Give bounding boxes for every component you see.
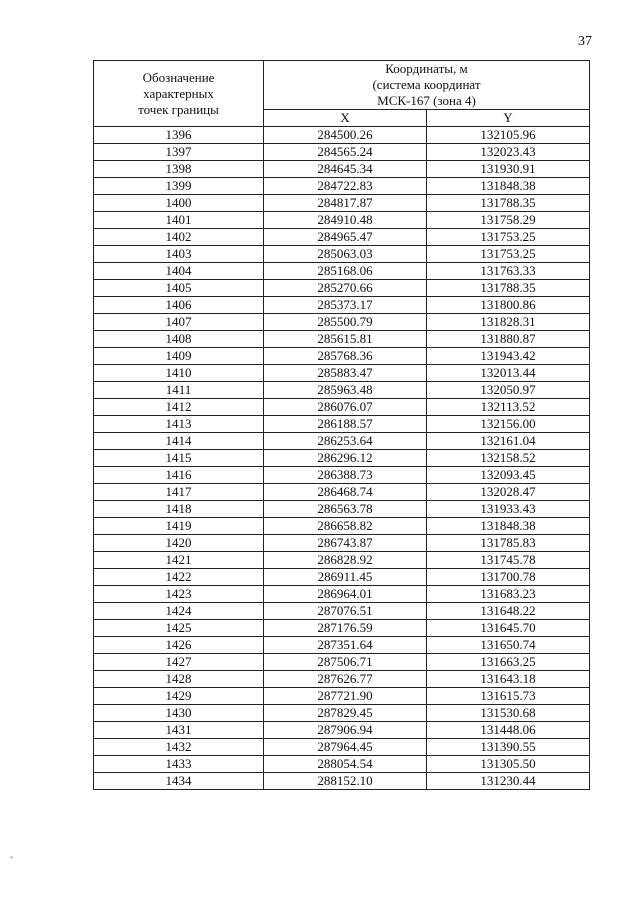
point-id-cell: 1426 <box>94 637 264 654</box>
table-row <box>94 399 590 416</box>
table-row <box>94 382 590 399</box>
header-y: Y <box>427 110 590 127</box>
x-coordinate-cell: 286296.12 <box>264 450 427 467</box>
y-coordinate-cell: 132113.52 <box>427 399 590 416</box>
y-coordinate-cell: 131305.50 <box>427 756 590 773</box>
point-id-cell: 1404 <box>94 263 264 280</box>
y-coordinate-cell: 131933.43 <box>427 501 590 518</box>
y-coordinate-cell: 131648.22 <box>427 603 590 620</box>
x-coordinate-cell: 286964.01 <box>264 586 427 603</box>
point-id-cell: 1432 <box>94 739 264 756</box>
table-row <box>94 535 590 552</box>
y-coordinate-cell: 132013.44 <box>427 365 590 382</box>
table-row <box>94 127 590 144</box>
y-coordinate-cell: 131700.78 <box>427 569 590 586</box>
table-row <box>94 280 590 297</box>
point-id-cell: 1411 <box>94 382 264 399</box>
table-row <box>94 705 590 722</box>
table-row <box>94 144 590 161</box>
point-id-cell: 1410 <box>94 365 264 382</box>
y-coordinate-cell: 131930.91 <box>427 161 590 178</box>
point-id-cell: 1425 <box>94 620 264 637</box>
y-coordinate-cell: 131683.23 <box>427 586 590 603</box>
table-row <box>94 161 590 178</box>
y-coordinate-cell: 132105.96 <box>427 127 590 144</box>
table-row <box>94 484 590 501</box>
x-coordinate-cell: 288152.10 <box>264 773 427 790</box>
point-id-cell: 1433 <box>94 756 264 773</box>
x-coordinate-cell: 284817.87 <box>264 195 427 212</box>
y-coordinate-cell: 131785.83 <box>427 535 590 552</box>
x-coordinate-cell: 284910.48 <box>264 212 427 229</box>
table-row <box>94 365 590 382</box>
point-id-cell: 1403 <box>94 246 264 263</box>
table-row <box>94 637 590 654</box>
x-coordinate-cell: 284645.34 <box>264 161 427 178</box>
y-coordinate-cell: 132158.52 <box>427 450 590 467</box>
table-row <box>94 569 590 586</box>
x-coordinate-cell: 287351.64 <box>264 637 427 654</box>
point-id-cell: 1396 <box>94 127 264 144</box>
x-coordinate-cell: 286388.73 <box>264 467 427 484</box>
y-coordinate-cell: 131390.55 <box>427 739 590 756</box>
table-row <box>94 552 590 569</box>
x-coordinate-cell: 287721.90 <box>264 688 427 705</box>
point-id-cell: 1429 <box>94 688 264 705</box>
point-id-cell: 1412 <box>94 399 264 416</box>
point-id-cell: 1418 <box>94 501 264 518</box>
x-coordinate-cell: 286253.64 <box>264 433 427 450</box>
point-id-cell: 1397 <box>94 144 264 161</box>
y-coordinate-cell: 131530.68 <box>427 705 590 722</box>
x-coordinate-cell: 287506.71 <box>264 654 427 671</box>
y-coordinate-cell: 131788.35 <box>427 195 590 212</box>
table-row <box>94 518 590 535</box>
point-id-cell: 1431 <box>94 722 264 739</box>
header-point-designation <box>94 61 264 127</box>
y-coordinate-cell: 131763.33 <box>427 263 590 280</box>
x-coordinate-cell: 285373.17 <box>264 297 427 314</box>
x-coordinate-cell: 286076.07 <box>264 399 427 416</box>
x-coordinate-cell: 287964.45 <box>264 739 427 756</box>
coordinates-table <box>93 60 590 790</box>
point-id-cell: 1416 <box>94 467 264 484</box>
x-coordinate-cell: 287076.51 <box>264 603 427 620</box>
point-id-cell: 1420 <box>94 535 264 552</box>
table-row <box>94 501 590 518</box>
point-id-cell: 1407 <box>94 314 264 331</box>
table-row <box>94 246 590 263</box>
y-coordinate-cell: 132156.00 <box>427 416 590 433</box>
point-id-cell: 1408 <box>94 331 264 348</box>
table-row <box>94 348 590 365</box>
x-coordinate-cell: 288054.54 <box>264 756 427 773</box>
table-row <box>94 671 590 688</box>
table-row <box>94 416 590 433</box>
y-coordinate-cell: 131943.42 <box>427 348 590 365</box>
header-point-line-1: Обозначение <box>142 69 215 85</box>
x-coordinate-cell: 287829.45 <box>264 705 427 722</box>
table-row <box>94 620 590 637</box>
x-coordinate-cell: 285615.81 <box>264 331 427 348</box>
y-coordinate-cell: 131753.25 <box>427 246 590 263</box>
point-id-cell: 1434 <box>94 773 264 790</box>
point-id-cell: 1398 <box>94 161 264 178</box>
table-row <box>94 229 590 246</box>
point-id-cell: 1409 <box>94 348 264 365</box>
y-coordinate-cell: 132050.97 <box>427 382 590 399</box>
table-row <box>94 297 590 314</box>
point-id-cell: 1424 <box>94 603 264 620</box>
point-id-cell: 1415 <box>94 450 264 467</box>
point-id-cell: 1406 <box>94 297 264 314</box>
table-row <box>94 654 590 671</box>
x-coordinate-cell: 284965.47 <box>264 229 427 246</box>
header-coords-line-1: Координаты, м <box>385 61 468 76</box>
header-x: X <box>264 110 427 127</box>
x-coordinate-cell: 286468.74 <box>264 484 427 501</box>
y-coordinate-cell: 131880.87 <box>427 331 590 348</box>
table-row <box>94 212 590 229</box>
x-coordinate-cell: 286188.57 <box>264 416 427 433</box>
y-coordinate-cell: 131848.38 <box>427 518 590 535</box>
y-coordinate-cell: 132161.04 <box>427 433 590 450</box>
x-coordinate-cell: 286743.87 <box>264 535 427 552</box>
point-id-cell: 1413 <box>94 416 264 433</box>
point-id-cell: 1414 <box>94 433 264 450</box>
y-coordinate-cell: 131650.74 <box>427 637 590 654</box>
x-coordinate-cell: 285883.47 <box>264 365 427 382</box>
page-number: 37 <box>578 34 592 49</box>
x-coordinate-cell: 285500.79 <box>264 314 427 331</box>
y-coordinate-cell: 131645.70 <box>427 620 590 637</box>
table-row <box>94 739 590 756</box>
y-coordinate-cell: 131758.29 <box>427 212 590 229</box>
table-row <box>94 722 590 739</box>
y-coordinate-cell: 131753.25 <box>427 229 590 246</box>
y-coordinate-cell: 131788.35 <box>427 280 590 297</box>
header-coords-line-2: (система координат <box>372 77 481 92</box>
header-point-line-2: характерных <box>143 85 214 101</box>
table-row <box>94 756 590 773</box>
table-row <box>94 603 590 620</box>
point-id-cell: 1423 <box>94 586 264 603</box>
point-id-cell: 1400 <box>94 195 264 212</box>
point-id-cell: 1430 <box>94 705 264 722</box>
x-coordinate-cell: 285168.06 <box>264 263 427 280</box>
y-coordinate-cell: 131800.86 <box>427 297 590 314</box>
x-coordinate-cell: 284722.83 <box>264 178 427 195</box>
x-coordinate-cell: 285270.66 <box>264 280 427 297</box>
y-coordinate-cell: 131828.31 <box>427 314 590 331</box>
table-row <box>94 467 590 484</box>
point-id-cell: 1422 <box>94 569 264 586</box>
x-coordinate-cell: 287626.77 <box>264 671 427 688</box>
y-coordinate-cell: 132028.47 <box>427 484 590 501</box>
point-id-cell: 1428 <box>94 671 264 688</box>
y-coordinate-cell: 132023.43 <box>427 144 590 161</box>
table-row <box>94 331 590 348</box>
point-id-cell: 1427 <box>94 654 264 671</box>
point-id-cell: 1402 <box>94 229 264 246</box>
table-row <box>94 688 590 705</box>
point-id-cell: 1417 <box>94 484 264 501</box>
table-row <box>94 195 590 212</box>
x-coordinate-cell: 284500.26 <box>264 127 427 144</box>
table-body <box>94 127 590 790</box>
point-id-cell: 1401 <box>94 212 264 229</box>
point-id-cell: 1399 <box>94 178 264 195</box>
x-coordinate-cell: 286828.92 <box>264 552 427 569</box>
x-coordinate-cell: 285963.48 <box>264 382 427 399</box>
point-id-cell: 1419 <box>94 518 264 535</box>
table-header <box>94 61 590 127</box>
table-row <box>94 314 590 331</box>
point-id-cell: 1421 <box>94 552 264 569</box>
x-coordinate-cell: 284565.24 <box>264 144 427 161</box>
table-row <box>94 263 590 280</box>
table-row <box>94 433 590 450</box>
point-id-cell: 1405 <box>94 280 264 297</box>
y-coordinate-cell: 131745.78 <box>427 552 590 569</box>
table-row <box>94 586 590 603</box>
x-coordinate-cell: 285063.03 <box>264 246 427 263</box>
x-coordinate-cell: 286658.82 <box>264 518 427 535</box>
x-coordinate-cell: 285768.36 <box>264 348 427 365</box>
table-row <box>94 773 590 790</box>
x-coordinate-cell: 286563.78 <box>264 501 427 518</box>
y-coordinate-cell: 131448.06 <box>427 722 590 739</box>
y-coordinate-cell: 131615.73 <box>427 688 590 705</box>
header-point-line-3: точек границы <box>138 101 219 117</box>
x-coordinate-cell: 287906.94 <box>264 722 427 739</box>
y-coordinate-cell: 132093.45 <box>427 467 590 484</box>
x-coordinate-cell: 287176.59 <box>264 620 427 637</box>
header-coords-line-3: МСК-167 (зона 4) <box>377 93 476 108</box>
table-row <box>94 178 590 195</box>
table-row <box>94 450 590 467</box>
header-coordinates <box>264 61 590 110</box>
y-coordinate-cell: 131230.44 <box>427 773 590 790</box>
x-coordinate-cell: 286911.45 <box>264 569 427 586</box>
scan-speck <box>10 856 13 859</box>
y-coordinate-cell: 131643.18 <box>427 671 590 688</box>
y-coordinate-cell: 131848.38 <box>427 178 590 195</box>
y-coordinate-cell: 131663.25 <box>427 654 590 671</box>
